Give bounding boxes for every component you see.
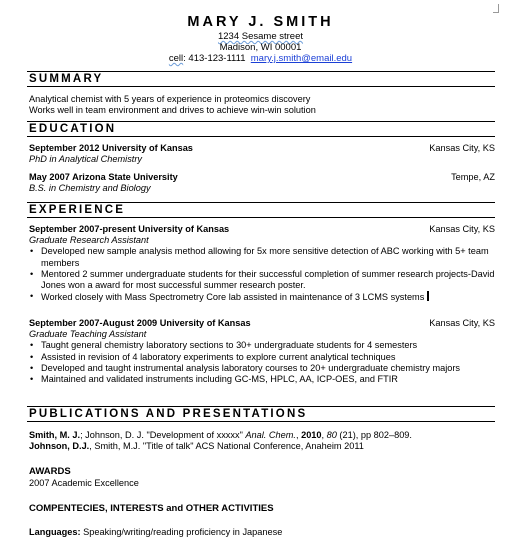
job-bullet: • Mentored 2 summer undergraduate students for their successful completion of summer research projects-David Jones won a award for most successful summer research poster. xyxy=(29,269,495,291)
competencies-heading: COMPENTECIES, INTERESTS and OTHER ACTIVITIES xyxy=(29,503,274,514)
education-entry xyxy=(29,172,495,194)
experience-entry xyxy=(29,224,495,304)
email-link[interactable]: mary.j.smith@email.edu xyxy=(250,53,353,64)
job-bullets xyxy=(29,246,495,303)
resume-header xyxy=(0,13,521,64)
edu-degree: PhD in Analytical Chemistry xyxy=(29,154,143,165)
pub-author: Smith, M. J. xyxy=(29,430,81,440)
publication-entry xyxy=(29,441,495,452)
candidate-name: MARY J. SMITH xyxy=(187,14,334,30)
pub-sep: , xyxy=(321,430,327,440)
publications-block xyxy=(29,430,495,452)
job-location: Kansas City, KS xyxy=(429,318,495,328)
experience-entry xyxy=(29,318,495,385)
job-bullet: • Assisted in revision of 4 laboratory experiments to explore current analytical techniques xyxy=(29,352,495,363)
phone-number: : 413-123-1111 xyxy=(183,53,246,64)
edu-date-school: September 2012 University of Kansas xyxy=(29,143,193,153)
job-bullets xyxy=(29,340,495,385)
pub-details: , Smith, M.J. "Title of talk" ACS National Conference, Anaheim 2011 xyxy=(89,441,364,452)
edu-degree: B.S. in Chemistry and Biology xyxy=(29,183,151,194)
languages-value: Speaking/writing/reading proficiency in Japanese xyxy=(80,527,283,537)
pub-volume: 80 xyxy=(326,430,337,440)
street-address xyxy=(0,31,521,42)
edu-location: Kansas City, KS xyxy=(429,143,495,153)
job-role: Graduate Research Assistant xyxy=(29,235,149,246)
job-bullet: • Taught general chemistry laboratory sections to 30+ undergraduate students for 4 semesters xyxy=(29,340,495,351)
job-bullet-text: Worked closely with Mass Spectrometry Core lab assisted in maintenance of 3 LCMS systems xyxy=(41,292,425,303)
page-corner-mark xyxy=(493,4,499,13)
job-bullet: • Maintained and validated instruments including GC-MS, HPLC, AA, ICP-OES, and FTIR xyxy=(29,374,495,385)
awards-heading: AWARDS xyxy=(29,466,71,477)
job-location: Kansas City, KS xyxy=(429,224,495,234)
pub-coauthors-title: ; Johnson, D. J. "Development of xxxxx" xyxy=(80,430,246,440)
publication-entry xyxy=(29,430,495,441)
pub-year: 2010 xyxy=(301,430,322,440)
pub-author: Johnson, D.J. xyxy=(29,441,90,452)
phone-label: cell xyxy=(168,53,184,64)
job-date-employer: September 2007-present University of Kansas xyxy=(29,224,230,234)
pub-journal: Anal. Chem. xyxy=(245,430,296,440)
education-entry xyxy=(29,143,495,165)
contact-line xyxy=(0,53,521,64)
section-publications-heading: PUBLICATIONS AND PRESENTATIONS xyxy=(27,406,495,422)
city-address: Madison, WI 00001 xyxy=(219,42,302,53)
job-bullet: • Developed and taught instrumental analysis laboratory courses to 20+ undergraduate chemistry majors xyxy=(29,363,495,374)
languages-block xyxy=(29,527,495,538)
section-summary-heading: SUMMARY xyxy=(27,71,495,87)
pub-sep: , xyxy=(295,430,302,440)
awards-block xyxy=(29,466,495,489)
edu-location: Tempe, AZ xyxy=(451,172,495,182)
summary-block xyxy=(29,94,495,116)
job-date-employer: September 2007-August 2009 University of Kansas xyxy=(29,318,251,328)
job-bullet: • Developed new sample analysis method allowing for 5x more sensitive detection of ABC working with 5+ team members xyxy=(29,246,495,268)
competencies-block xyxy=(29,503,495,515)
street-text: 1234 Sesame street xyxy=(217,31,304,42)
edu-date-school: May 2007 Arizona State University xyxy=(29,172,178,182)
job-bullet xyxy=(29,291,495,303)
awards-line: 2007 Academic Excellence xyxy=(29,477,139,488)
text-cursor-icon xyxy=(427,291,429,301)
languages-label: Languages: xyxy=(29,527,81,537)
section-experience-heading: EXPERIENCE xyxy=(27,202,495,218)
job-role: Graduate Teaching Assistant xyxy=(29,329,147,340)
section-education-heading: EDUCATION xyxy=(27,121,495,137)
summary-line: Analytical chemist with 5 years of experience in proteomics discovery xyxy=(29,94,311,104)
pub-pages: (21), pp 802–809. xyxy=(336,430,412,440)
summary-line: Works well in team environment and drives to achieve win-win solution xyxy=(29,105,316,116)
